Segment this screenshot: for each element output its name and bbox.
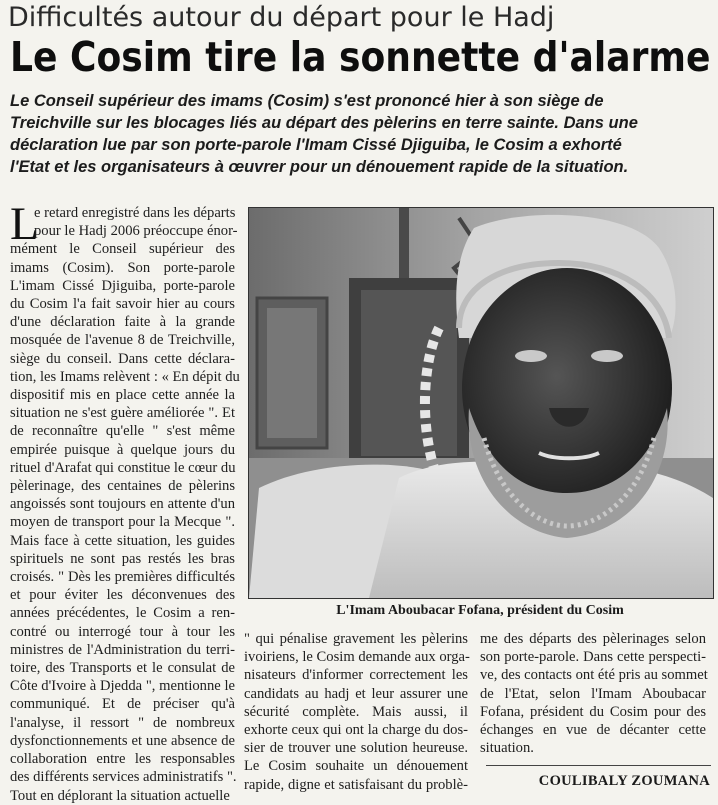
- body-line: siège du conseil. Dans cette déclara-: [10, 350, 235, 367]
- body-line: Tout en déplorant la situation actuelle: [10, 787, 230, 804]
- body-line: situation ne s'est guère améliorée ". Et: [10, 405, 235, 422]
- body-line: contré ou interrogé tour à tour les: [10, 623, 235, 640]
- body-line: collaboration entre les responsables: [10, 751, 235, 768]
- lead-line: l'Etat et les organisateurs à œuvrer pour un dénouement rapide de la situation.: [10, 158, 629, 176]
- body-line: candidats au hadj et leur assurer une: [244, 685, 468, 702]
- body-line: Fofana, président du Cosim pour des: [480, 703, 706, 720]
- photo-illustration: [249, 208, 713, 598]
- body-line: empirée puisque à quelque jours du: [10, 441, 235, 458]
- body-line: dysfonctionnements et une absence de: [10, 732, 235, 749]
- body-line: L'imam Cissé Djiguiba, porte-parole: [10, 277, 235, 294]
- body-line: et pour éviter les déconvenues des: [10, 587, 235, 604]
- body-line: " qui pénalise gravement les pèlerins: [244, 631, 468, 647]
- body-line: nisateurs d'informer correctement les: [244, 667, 468, 684]
- body-line: du Cosim l'a fait savoir hier au cours: [10, 296, 235, 313]
- body-line: me des départs des pèlerinages selon: [480, 631, 706, 647]
- body-line: tion, les Imams relèvent : « En dépit du: [10, 368, 240, 385]
- body-line: toire, des Transports et le consulat de: [10, 660, 235, 677]
- lead-line: Treichville sur les blocages liés au départ des pèlerins en terre sainte. Dans une: [10, 114, 638, 132]
- body-line: ivoiriens, le Cosim demande aux orga-: [244, 649, 470, 666]
- body-line: situation.: [480, 740, 534, 757]
- body-line: e retard enregistré dans les départs: [34, 205, 236, 221]
- headline: Le Cosim tire la sonnette d'alarme: [10, 33, 711, 81]
- body-line: dispositif mis en place cette année la: [10, 387, 235, 404]
- body-line: de reconnaître qu'elle " s'est même: [10, 423, 235, 440]
- body-line: angoissés sont toujours en attente d'un: [10, 496, 235, 513]
- body-line: croisés. " Dès les premières difficultés: [10, 569, 235, 586]
- lead-line: déclaration lue par son porte-parole l'Imam Cissé Djiguiba, le Cosim a exhorté: [10, 136, 622, 154]
- lead-line: Le Conseil supérieur des imams (Cosim) s'est prononcé hier à son siège de: [10, 92, 604, 110]
- body-line: ve, des contacts ont été pris au sommet: [480, 667, 708, 684]
- body-line: de l'Etat, selon l'Imam Aboubacar: [480, 685, 706, 702]
- body-line: échanges en vue de décanter cette: [480, 722, 706, 739]
- body-line: son porte-parole. Dans cette perspecti-: [480, 649, 706, 666]
- kicker: Difficultés autour du départ pour le Hadj: [8, 2, 555, 33]
- body-line: rituel d'Arafat qui constitue le cœur du: [10, 459, 236, 476]
- body-line: ministres de l'Administration du terri-: [10, 641, 235, 658]
- body-line: mément le Conseil supérieur des: [10, 241, 235, 258]
- body-line: sécurité complète. Mais aussi, il: [244, 703, 468, 720]
- body-line: communiqué. Et de préciser qu'à: [10, 696, 235, 713]
- body-line: mosquée de l'avenue 8 de Treichville,: [10, 332, 235, 349]
- byline: COULIBALY ZOUMANA: [538, 773, 710, 789]
- body-line: rapide, digne et satisfaisant du problè-: [244, 776, 468, 793]
- body-column-1: [10, 198, 240, 805]
- lead-paragraph: [10, 90, 710, 178]
- body-line: d'une déclaration faite à la grande: [10, 314, 235, 331]
- body-line: pour le Hadj 2006 préoccupe énor-: [34, 223, 238, 240]
- body-line: années précédentes, le Cosim a ren-: [10, 605, 235, 622]
- body-line: Mais face à cette situation, les guides: [10, 532, 235, 549]
- byline-divider: [486, 765, 711, 766]
- body-line: pèlerinage, des centaines de pèlerins: [10, 478, 235, 495]
- drop-cap: L: [10, 198, 39, 250]
- body-line: exhorte ceux qui ont la charge du dos-: [244, 722, 468, 739]
- body-line: Côte d'Ivoire à Djedda ", mentionne le: [10, 678, 235, 695]
- body-line: sier de trouver une solution heureuse.: [244, 740, 468, 757]
- body-line: imams (Cosim). Son porte-parole: [10, 259, 235, 276]
- body-line: moyen de transport pour la Mecque ".: [10, 514, 235, 531]
- body-column-3: [480, 630, 706, 757]
- photo-caption: L'Imam Aboubacar Fofana, président du Cosim: [336, 603, 624, 618]
- body-column-2: [244, 630, 468, 794]
- body-line: des différents services administratifs ".: [10, 769, 237, 786]
- portrait-photo: [248, 207, 714, 599]
- body-line: l'analyse, il ressort " de nombreux: [10, 714, 235, 731]
- body-line: Le Cosim souhaite un dénouement: [244, 758, 468, 775]
- body-line: spirituels ne sont pas restés les bras: [10, 550, 235, 567]
